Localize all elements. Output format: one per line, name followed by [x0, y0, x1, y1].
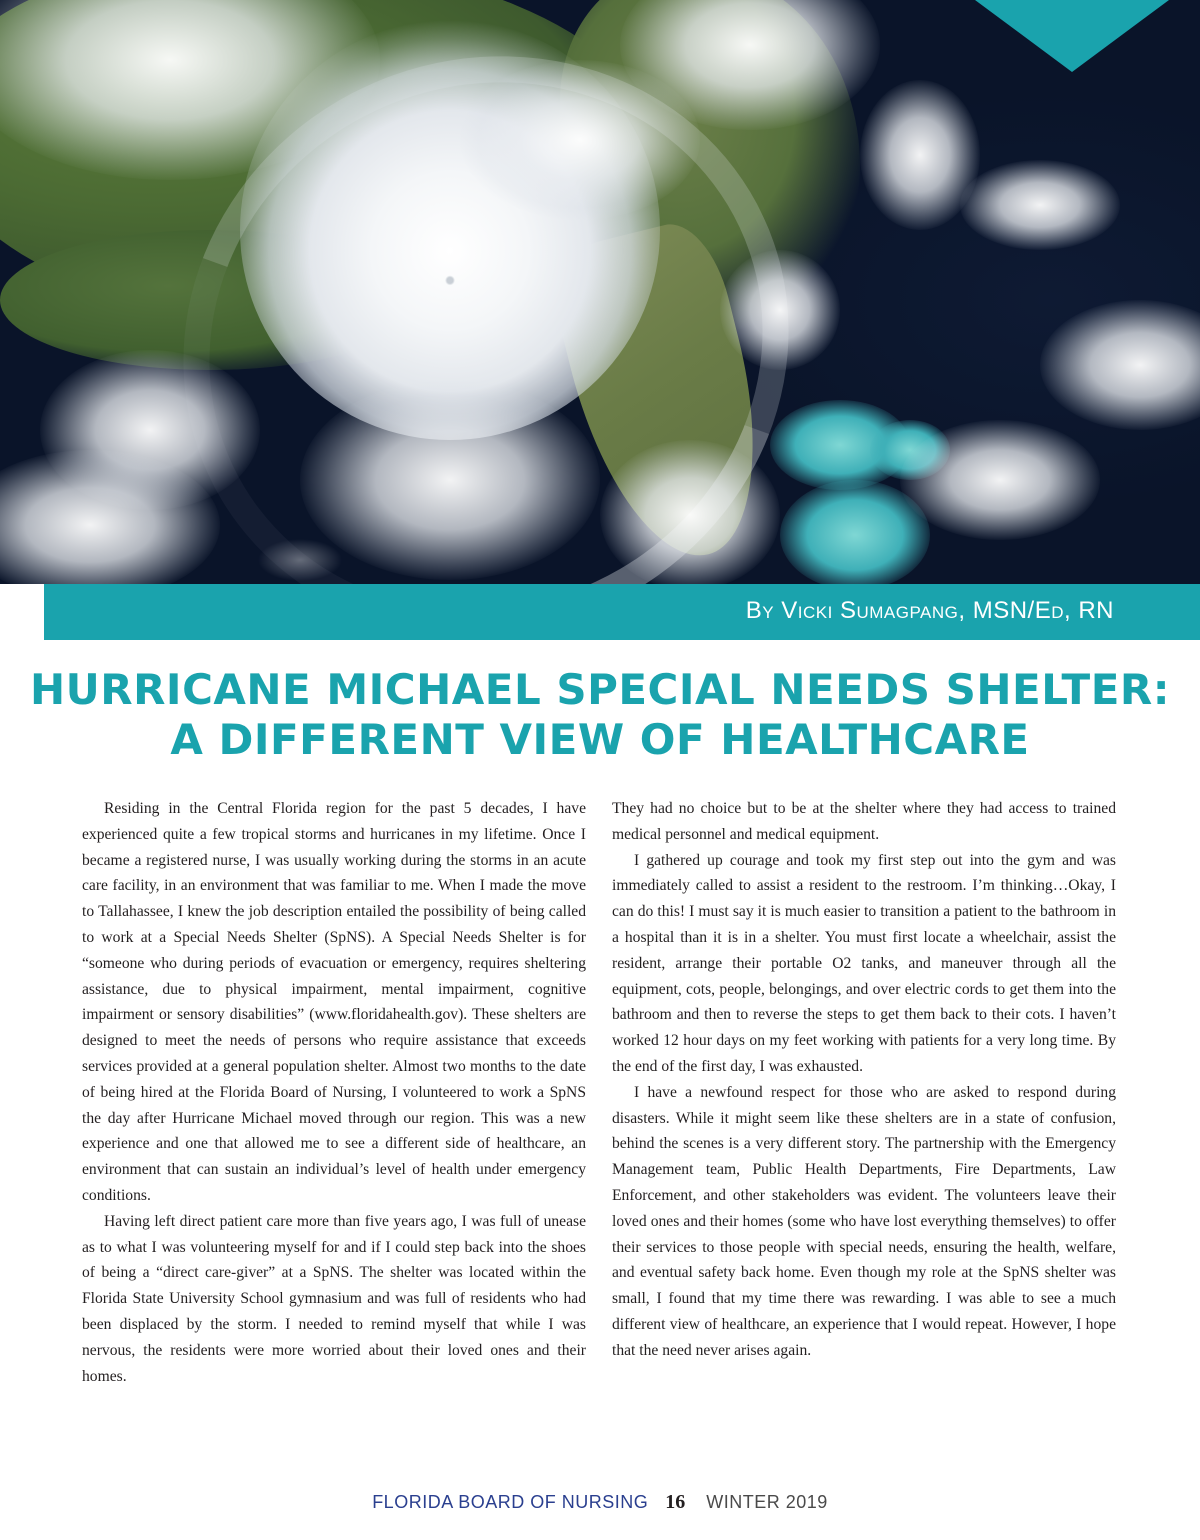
cloud	[600, 440, 780, 584]
article-title-line: A DIFFERENT VIEW OF HEALTHCARE	[170, 715, 1030, 764]
teal-corner-triangle	[975, 0, 1169, 72]
band-notch	[0, 584, 44, 640]
page-number: 16	[665, 1491, 686, 1513]
body-paragraph: I gathered up courage and took my first step out into the gym and was immediately called to assist a resident to the restroom. I’m thinking…Okay, I can do this! I must say it is much easier to transition a patient to the bathroom in a hospital than it is in a shelter. You must first locate a wheelchair, assist the resident, arrange their portable O2 tanks, and maneuver through all the equipment, cots, people, belongings, and over electric cords to get them into the bathroom and then to reverse the steps to get them back to their cots. I haven’t worked 12 hour days on my feet working with patients for a very long time. By the end of the first day, I was exhausted.	[612, 851, 1116, 1075]
byline-band	[0, 584, 1200, 640]
body-paragraph: Residing in the Central Florida region for the past 5 decades, I have experienced quite a few tropical storms and hurricanes in my lifetime. Once I became a registered nurse, I was usually working during the storms in an acute care facility, in an environment that was familiar to me. When I made the move to Tallahassee, I knew the job description entailed the possibility of being called to work at a Special Needs Shelter (SpNS). A Special Needs Shelter is for “someone who during periods of evacuation or emergency, requires sheltering assistance, due to physical impairment, mental impairment, cognitive impairment or sensory disabilities” (www.floridahealth.gov). These shelters are designed to meet the needs of persons who require assistance that exceeds services provided at a general population shelter. Almost two months to the date of being hired at the Florida Board of Nursing, I volunteered to work a SpNS the day after Hurricane Michael moved through our region. This was a new experience and one that allowed me to see a different side of healthcare, an environment that can sustain an individual’s level of health under emergency conditions.	[82, 800, 586, 1204]
footer-issue: WINTER 2019	[706, 1492, 828, 1512]
cloud	[900, 420, 1100, 540]
article-title	[30, 665, 1170, 765]
cloud	[300, 380, 600, 580]
body-paragraph: They had no choice but to be at the shelter where they had access to trained medical personnel and medical equipment.	[612, 800, 1116, 843]
band-arrow	[44, 584, 74, 640]
body-column-left	[82, 796, 586, 1389]
hero-satellite-image	[0, 0, 1200, 584]
cloud	[960, 160, 1120, 250]
cloud	[1040, 300, 1200, 430]
page-footer	[0, 1490, 1200, 1514]
author-byline: By Vicki Sumagpang, MSN/Ed, RN	[745, 597, 1114, 624]
cloud	[720, 250, 840, 370]
body-column-right	[612, 796, 1116, 1364]
body-paragraph: Having left direct patient care more than five years ago, I was full of unease as to what I was volunteering myself for and if I could step back into the shoes of being a “direct care-giver” at a SpNS. The shelter was located within the Florida State University School gymnasium and was full of residents who had been displaced by the storm. I needed to remind myself that while I was nervous, the residents were more worried about their loved ones and their homes.	[82, 1212, 586, 1385]
body-paragraph: I have a newfound respect for those who are asked to respond during disasters. While it might seem like these shelters are in a state of confusion, behind the scenes is a very different story. The partnership with the Emergency Management team, Public Health Departments, Fire Departments, Law Enforcement, and other stakeholders was evident. The volunteers leave their loved ones and their homes (some who have lost everything themselves) to offer their services to those people with special needs, ensuring the health, welfare, and eventual safety back home. Even though my role at the SpNS shelter was small, I found that my time there was rewarding. I was able to see a much different view of healthcare, an experience that I would repeat. However, I hope that the need never arises again.	[612, 1083, 1116, 1359]
article-title-line: HURRICANE MICHAEL SPECIAL NEEDS SHELTER:	[30, 665, 1171, 714]
footer-publication: FLORIDA BOARD OF NURSING	[372, 1492, 649, 1512]
